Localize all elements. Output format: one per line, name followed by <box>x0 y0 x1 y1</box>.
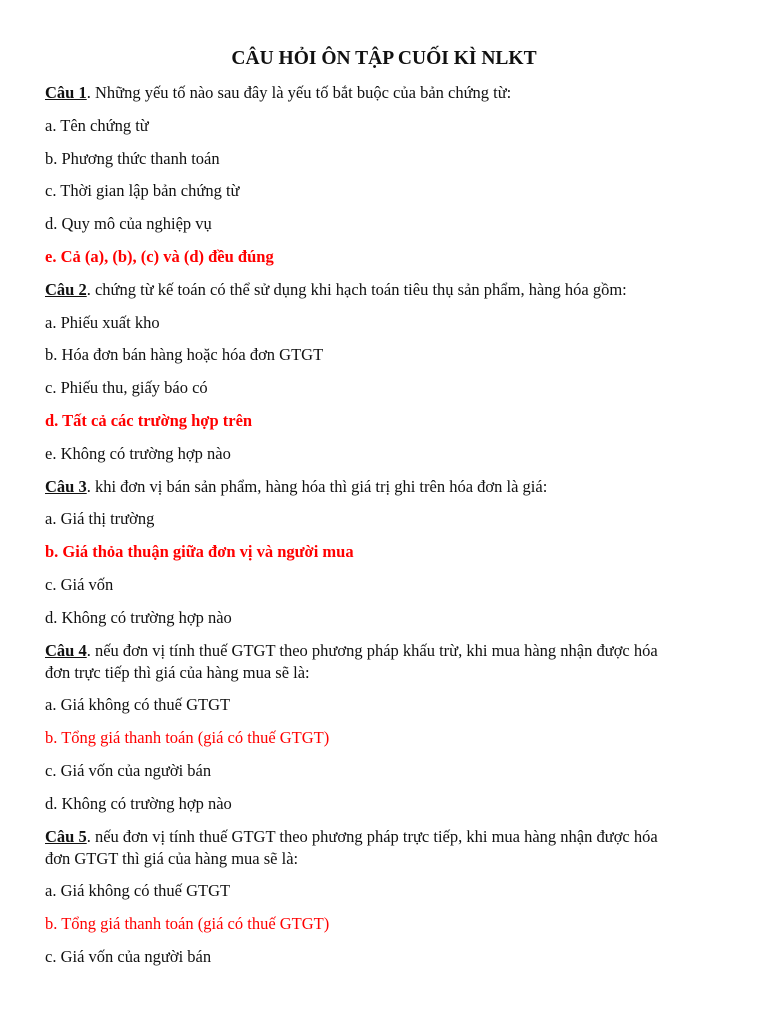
question-text: . chứng từ kế toán có thể sử dụng khi hạch toán tiêu thụ sản phẩm, hàng hóa gồm: <box>86 279 627 299</box>
option-1c: c. Thời gian lập bản chứng từ <box>45 181 240 201</box>
option-2e: e. Không có trường hợp nào <box>45 443 231 463</box>
option-3b-correct: b. Giá thỏa thuận giữa đơn vị và người mua <box>45 542 354 562</box>
question-number: Câu 5 <box>45 826 87 846</box>
question-1 <box>45 82 723 104</box>
option-4b-correct: b. Tổng giá thanh toán (giá có thuế GTGT) <box>45 728 330 748</box>
option-4c: c. Giá vốn của người bán <box>45 760 212 780</box>
question-4 <box>45 640 723 684</box>
option-3d: d. Không có trường hợp nào <box>45 607 232 627</box>
question-number: Câu 4 <box>45 640 87 660</box>
question-3 <box>45 476 723 498</box>
option-3c: c. Giá vốn <box>45 574 114 594</box>
question-text-line2: đơn GTGT thì giá của hàng mua sẽ là: <box>45 848 299 868</box>
option-4d: d. Không có trường hợp nào <box>45 793 232 813</box>
option-3a: a. Giá thị trường <box>45 509 155 529</box>
question-number: Câu 3 <box>45 476 87 496</box>
option-2a: a. Phiếu xuất kho <box>45 312 160 332</box>
option-5b-correct: b. Tổng giá thanh toán (giá có thuế GTGT) <box>45 914 330 934</box>
option-2b: b. Hóa đơn bán hàng hoặc hóa đơn GTGT <box>45 345 324 365</box>
option-4a: a. Giá không có thuế GTGT <box>45 695 231 715</box>
question-text-line1: . nếu đơn vị tính thuế GTGT theo phương pháp khấu trừ, khi mua hàng nhận được hóa <box>86 640 658 660</box>
option-5a: a. Giá không có thuế GTGT <box>45 881 231 901</box>
option-1d: d. Quy mô của nghiệp vụ <box>45 214 212 234</box>
option-1a: a. Tên chứng từ <box>45 115 149 135</box>
question-text: . khi đơn vị bán sản phẩm, hàng hóa thì giá trị ghi trên hóa đơn là giá: <box>86 476 548 496</box>
question-number: Câu 2 <box>45 279 87 299</box>
option-2c: c. Phiếu thu, giấy báo có <box>45 378 208 398</box>
option-1b: b. Phương thức thanh toán <box>45 148 220 168</box>
question-text-line2: đơn trực tiếp thì giá của hàng mua sẽ là: <box>45 662 310 682</box>
option-1e-correct: e. Cả (a), (b), (c) và (d) đều đúng <box>45 246 274 266</box>
question-5 <box>45 826 723 870</box>
question-number: Câu 1 <box>45 83 87 102</box>
option-2d-correct: d. Tất cả các trường hợp trên <box>45 410 253 430</box>
question-2 <box>45 279 723 301</box>
document-title: CÂU HỎI ÔN TẬP CUỐI KÌ NLKT <box>231 48 537 69</box>
question-text-line1: . nếu đơn vị tính thuế GTGT theo phương pháp trực tiếp, khi mua hàng nhận được hóa <box>86 826 658 846</box>
question-text: . Những yếu tố nào sau đây là yếu tố bắt buộc của bản chứng từ: <box>86 83 512 102</box>
option-5c: c. Giá vốn của người bán <box>45 946 212 966</box>
